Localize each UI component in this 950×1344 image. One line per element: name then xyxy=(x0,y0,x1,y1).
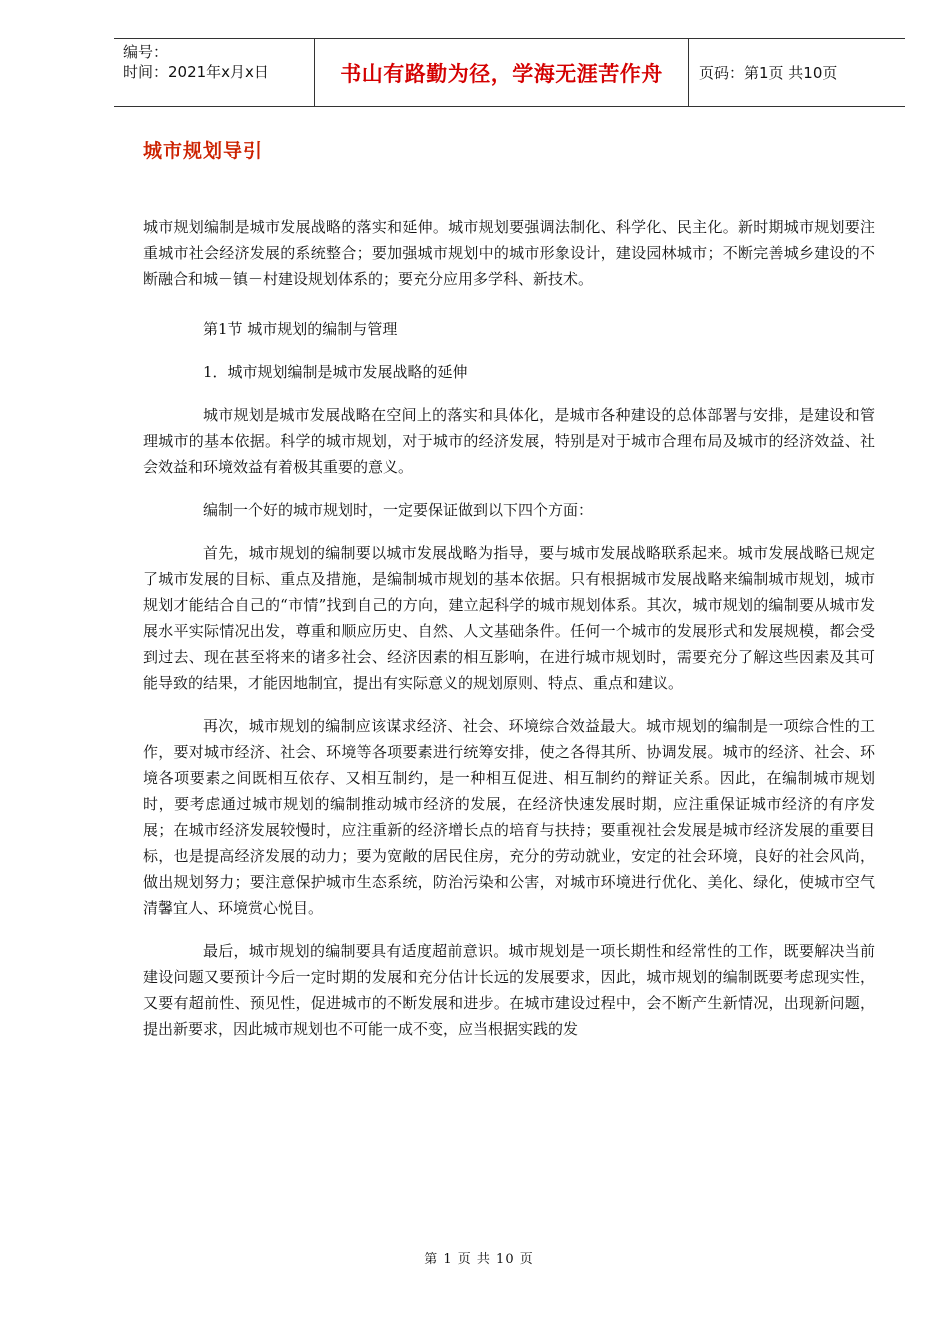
document-time-label: 时间：2021年x月x日 xyxy=(123,63,269,81)
body-paragraph: 首先，城市规划的编制要以城市发展战略为指导，要与城市发展战略联系起来。城市发展战略已规定了城市发展的目标、重点及措施，是编制城市规划的基本依据。只有根据城市发展战略来编制城市规划，城市规划才能结合自己的“市情”找到自己的方向，建立起科学的城市规划体系。其次，城市规划的编制要从城市发展水平实际情况出发，尊重和顺应历史、自然、人文基础条件。任何一个城市的发展形式和发展规模，都会受到过去、现在甚至将来的诸多社会、经济因素的相互影响，在进行城市规划时，需要充分了解这些因素及其可能导致的结果，才能因地制宜，提出有实际意义的规划原则、特点、重点和建议。 xyxy=(143,544,875,692)
page-footer: 第 1 页 共 10 页 xyxy=(424,1252,534,1267)
body-paragraph: 城市规划是城市发展战略在空间上的落实和具体化，是城市各种建设的总体部署与安排，是建设和管理城市的基本依据。科学的城市规划，对于城市的经济发展，特别是对于城市合理布局及城市的经济效益、社会效益和环境效益有着极其重要的意义。 xyxy=(143,406,875,476)
document-title: 城市规划导引 xyxy=(143,140,264,162)
header-motto: 书山有路勤为径，学海无涯苦作舟 xyxy=(315,39,689,106)
document-body xyxy=(143,214,875,1059)
body-paragraph: 编制一个好的城市规划时，一定要保证做到以下四个方面： xyxy=(203,501,594,519)
body-paragraph: 最后，城市规划的编制要具有适度超前意识。城市规划是一项长期性和经常性的工作，既要解决当前建设问题又要预计今后一定时期的发展和充分估计长远的发展要求，因此，城市规划的编制既要考虑现实性，又要有超前性、预见性，促进城市的不断发展和进步。在城市建设过程中，会不断产生新情况，出现新问题，提出新要求，因此城市规划也不可能一成不变，应当根据实践的发 xyxy=(143,942,875,1038)
intro-paragraph: 城市规划编制是城市发展战略的落实和延伸。城市规划要强调法制化、科学化、民主化。新时期城市规划要注重城市社会经济发展的系统整合；要加强城市规划中的城市形象设计，建设园林城市；不断完善城乡建设的不断融合和城－镇－村建设规划体系的；要充分应用多学科、新技术。 xyxy=(143,218,875,288)
page-header-table xyxy=(114,38,905,107)
header-page-info: 页码：第1页 共10页 xyxy=(699,64,838,82)
subsection-heading: 1．城市规划编制是城市发展战略的延伸 xyxy=(203,363,468,381)
section-heading: 第1节 城市规划的编制与管理 xyxy=(203,320,398,338)
header-meta-cell xyxy=(114,39,315,106)
document-number-label: 编号： xyxy=(123,43,169,61)
body-paragraph: 再次，城市规划的编制应该谋求经济、社会、环境综合效益最大。城市规划的编制是一项综合性的工作，要对城市经济、社会、环境等各项要素进行统筹安排，使之各得其所、协调发展。城市的经济、社会、环境各项要素之间既相互依存、又相互制约，是一种相互促进、相互制约的辩证关系。因此，在编制城市规划时，要考虑通过城市规划的编制推动城市经济的发展，在经济快速发展时期，应注重保证城市经济的有序发展；在城市经济发展较慢时，应注重新的经济增长点的培育与扶持；要重视社会发展是城市经济发展的重要目标，也是提高经济发展的动力；要为宽敞的居民住房，充分的劳动就业，安定的社会环境，良好的社会风尚，做出规划努力；要注意保护城市生态系统，防治污染和公害，对城市环境进行优化、美化、绿化，使城市空气清馨宜人、环境赏心悦目。 xyxy=(143,717,875,917)
